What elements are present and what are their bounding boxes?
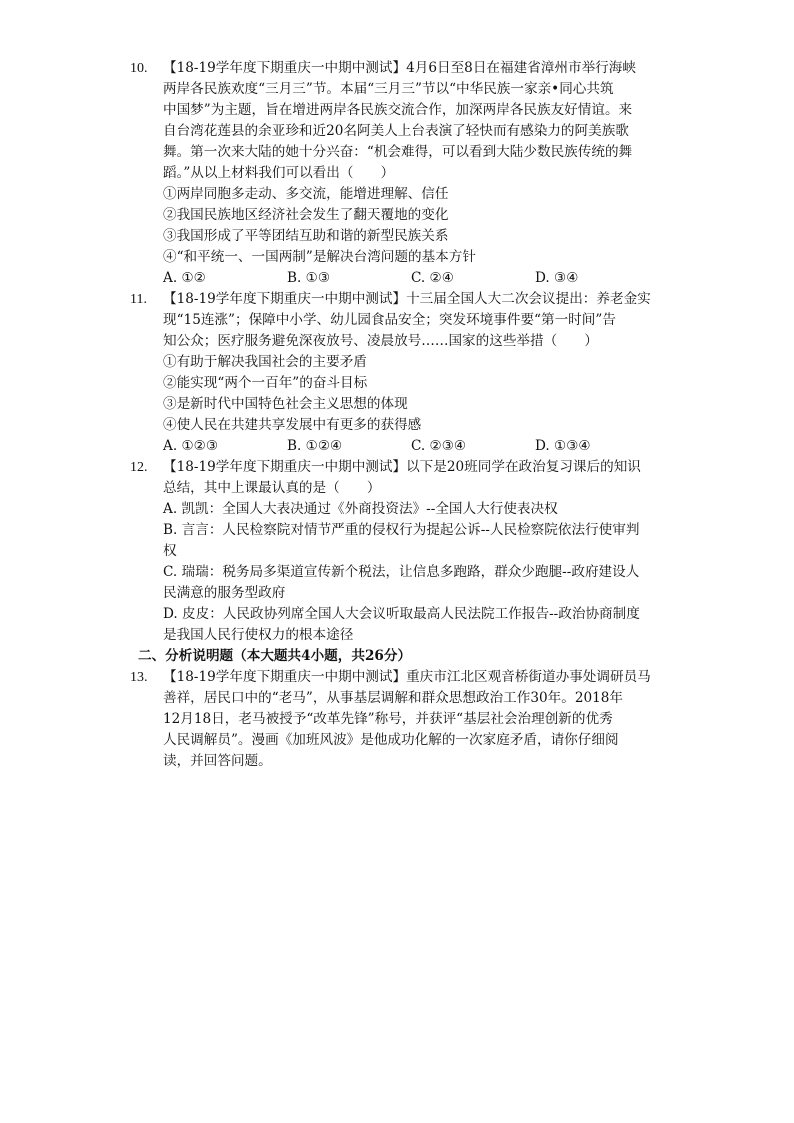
statement: ④“和平统一、一国两制”是解决台湾问题的基本方针 [163,249,476,265]
question-10 [130,58,664,289]
option-b[interactable]: B. ①②④ [287,438,343,454]
question-11 [130,289,664,457]
question-text-line: 12月18日，老马被授予“改革先锋”称号，并获评“基层社会治理创新的优秀 [163,711,613,727]
statement: ②我国民族地区经济社会发生了翻天覆地的变化 [163,207,449,223]
statement: ③我国形成了平等团结互助和谐的新型民族关系 [163,228,449,244]
statement: ①两岸同胞多走动、多交流，能增进理解、信任 [163,186,449,202]
option-d[interactable]: D. ①③④ [535,438,591,454]
option-c[interactable]: C. 瑞瑞：税务局多渠道宣传新个税法，让信息多跑路，群众少跑腿--政府建设人 [163,564,640,580]
question-number: 11. [130,292,147,307]
section-heading: 二、分析说明题（本大题共4小题，共26分） [138,648,412,664]
answer-options [163,268,664,289]
answer-options [163,436,664,457]
question-text-line: 蹈。”从以上材料我们可以看出（ ） [163,165,395,181]
question-text-line: 知公众；医疗服务避免深夜放号、凌晨放号……国家的这些举措（ ） [163,333,598,349]
statement: ③是新时代中国特色社会主义思想的体现 [163,396,408,412]
statement: ②能实现“两个一百年”的奋斗目标 [163,375,368,391]
question-13 [130,667,664,772]
question-number: 10. [130,61,148,76]
question-text-line: 善祥，居民口中的“老马”，从事基层调解和群众思想政治工作30年。2018年 [163,690,624,706]
option-b[interactable]: B. 言言：人民检察院对情节严重的侵权行为提起公诉--人民检察院依法行使审判 [163,522,640,538]
question-12 [130,457,664,646]
statement: ①有助于解决我国社会的主要矛盾 [163,354,367,370]
option-d[interactable]: D. 皮皮：人民政协列席全国人大会议听取最高人民法院工作报告--政治协商制度 [163,606,640,622]
exam-content [130,58,664,772]
question-text-line: 中国梦”为主题，旨在增进两岸各民族交流合作，加深两岸各民族友好情谊。来 [163,102,633,118]
option-c[interactable]: C. ②③④ [411,438,467,454]
option-a[interactable]: A. ①② [163,270,206,286]
question-number: 12. [130,460,148,475]
option-a[interactable]: A. 凯凯：全国人大表决通过《外商投资法》--全国人大行使表决权 [163,501,558,517]
statement: ④使人民在共建共享发展中有更多的获得感 [163,417,422,433]
question-text-line: 两岸各民族欢度“三月三”节。本届“三月三”节以“中华民族一家亲•同心共筑 [163,81,614,97]
question-text-line: 舞。第一次来大陆的她十分兴奋：“机会难得，可以看到大陆少数民族传统的舞 [163,144,633,160]
option-b-continued: 权 [163,543,177,559]
question-text-line: 【18-19学年度下期重庆一中期中测试】重庆市江北区观音桥街道办事处调研员马 [163,669,651,685]
option-d[interactable]: D. ③④ [535,270,579,286]
option-d-continued: 是我国人民行使权力的根本途径 [163,627,354,643]
option-c[interactable]: C. ②④ [411,270,454,286]
question-text-line: 自台湾花莲县的余亚珍和近20名阿美人上台表演了轻快而有感染力的阿美族歌 [163,123,629,139]
option-c-continued: 民满意的服务型政府 [163,585,286,601]
question-text-line: 【18-19学年度下期重庆一中期中测试】以下是20班同学在政治复习课后的知识 [163,459,641,475]
option-b[interactable]: B. ①③ [287,270,331,286]
question-text-line: 现“15连涨”；保障中小学、幼儿园食品安全；突发环境事件要“第一时间”告 [163,312,616,328]
question-text-line: 【18-19学年度下期重庆一中期中测试】4月6日至8日在福建省漳州市举行海峡 [163,60,636,76]
question-text-line: 读，并回答问题。 [163,753,272,769]
question-text-line: 人民调解员”。漫画《加班风波》是他成功化解的一次家庭矛盾，请你仔细阅 [163,732,619,748]
option-a[interactable]: A. ①②③ [163,438,219,454]
question-text-line: 总结，其中上课最认真的是（ ） [163,480,381,496]
question-text-line: 【18-19学年度下期重庆一中期中测试】十三届全国人大二次会议提出：养老金实 [163,291,651,307]
question-number: 13. [130,670,148,685]
